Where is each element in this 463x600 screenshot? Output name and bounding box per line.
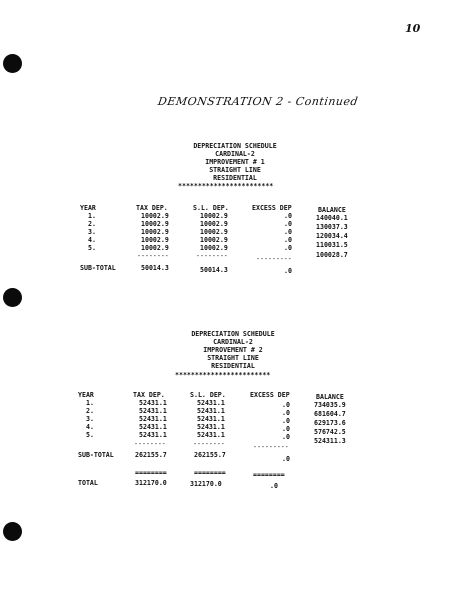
total-excess-dep: .0 <box>270 482 278 490</box>
column-header-excess-dep: EXCESS DEP <box>252 204 292 212</box>
row-excess-dep: .0 <box>284 220 292 228</box>
row-balance: 120034.4 <box>316 232 348 240</box>
handwritten-heading: DEMONSTRATION 2 - Continued <box>157 95 359 108</box>
subtotal-tax-dep: 50014.3 <box>141 264 169 272</box>
row-tax-dep: 52431.1 <box>139 399 167 407</box>
page-number: 10 <box>405 22 421 35</box>
subtotal-excess-dep: .0 <box>284 267 292 275</box>
row-balance: 576742.5 <box>314 428 346 436</box>
schedule-2-property: CARDINAL-2 <box>213 338 253 346</box>
binder-hole-bottom <box>3 522 22 541</box>
row-excess-dep: .0 <box>284 244 292 252</box>
row-tax-dep: 10002.9 <box>141 228 169 236</box>
subtotal-label: SUB-TOTAL <box>80 264 116 272</box>
schedule-2-method: STRAIGHT LINE <box>207 354 259 362</box>
row-tax-dep: 52431.1 <box>139 415 167 423</box>
row-sl-dep: 10002.9 <box>200 220 228 228</box>
schedule-1-class: RESIDENTIAL <box>213 174 257 182</box>
total-rule: ======== <box>135 469 167 477</box>
row-excess-dep: .0 <box>282 409 290 417</box>
divider: -------- <box>193 440 225 448</box>
row-year: 1. <box>86 399 94 407</box>
row-excess-dep: .0 <box>284 212 292 220</box>
row-tax-dep: 10002.9 <box>141 212 169 220</box>
schedule-1-property: CARDINAL-2 <box>215 150 255 158</box>
row-balance: 524311.3 <box>314 437 346 445</box>
divider: -------- <box>196 252 228 260</box>
row-sl-dep: 52431.1 <box>197 415 225 423</box>
divider: -------- <box>137 252 169 260</box>
row-sl-dep: 10002.9 <box>200 236 228 244</box>
subtotal-tax-dep: 262155.7 <box>135 451 167 459</box>
subtotal-label: SUB-TOTAL <box>78 451 114 459</box>
subtotal-sl-dep: 262155.7 <box>194 451 226 459</box>
total-rule: ======== <box>194 469 226 477</box>
total-sl-dep: 312170.0 <box>190 480 222 488</box>
row-sl-dep: 52431.1 <box>197 407 225 415</box>
row-excess-dep: .0 <box>284 236 292 244</box>
row-year: 2. <box>86 407 94 415</box>
column-header-excess-dep: EXCESS DEP <box>250 391 290 399</box>
row-balance: 100028.7 <box>316 251 348 259</box>
row-excess-dep: .0 <box>282 401 290 409</box>
row-balance: 140040.1 <box>316 214 348 222</box>
row-tax-dep: 52431.1 <box>139 423 167 431</box>
row-year: 4. <box>86 423 94 431</box>
row-tax-dep: 10002.9 <box>141 236 169 244</box>
row-year: 3. <box>88 228 96 236</box>
schedule-1-method: STRAIGHT LINE <box>209 166 261 174</box>
schedule-2-class: RESIDENTIAL <box>211 362 255 370</box>
schedule-2-improvement: IMPROVEMENT # 2 <box>203 346 263 354</box>
column-header-balance: BALANCE <box>316 393 344 401</box>
row-sl-dep: 10002.9 <box>200 244 228 252</box>
binder-hole-top <box>3 54 22 73</box>
row-sl-dep: 10002.9 <box>200 212 228 220</box>
divider: --------- <box>256 255 292 263</box>
row-balance: 130037.3 <box>316 223 348 231</box>
row-balance: 734035.9 <box>314 401 346 409</box>
column-header-sl-dep: S.L. DEP. <box>193 204 229 212</box>
schedule-1-stars: ************************ <box>178 182 274 190</box>
row-sl-dep: 52431.1 <box>197 399 225 407</box>
schedule-2-title: DEPRECIATION SCHEDULE <box>191 330 275 338</box>
binder-hole-middle <box>3 288 22 307</box>
total-rule: ======== <box>253 471 285 479</box>
column-header-year: YEAR <box>78 391 94 399</box>
row-tax-dep: 10002.9 <box>141 244 169 252</box>
column-header-sl-dep: S.L. DEP. <box>190 391 226 399</box>
total-label: TOTAL <box>78 479 98 487</box>
row-tax-dep: 52431.1 <box>139 431 167 439</box>
row-year: 4. <box>88 236 96 244</box>
schedule-1-title: DEPRECIATION SCHEDULE <box>193 142 277 150</box>
subtotal-sl-dep: 50014.3 <box>200 266 228 274</box>
row-year: 5. <box>86 431 94 439</box>
row-year: 5. <box>88 244 96 252</box>
row-balance: 629173.6 <box>314 419 346 427</box>
row-sl-dep: 52431.1 <box>197 431 225 439</box>
column-header-balance: BALANCE <box>318 206 346 214</box>
column-header-year: YEAR <box>80 204 96 212</box>
total-tax-dep: 312170.0 <box>135 479 167 487</box>
row-excess-dep: .0 <box>284 228 292 236</box>
row-year: 2. <box>88 220 96 228</box>
row-sl-dep: 10002.9 <box>200 228 228 236</box>
row-tax-dep: 52431.1 <box>139 407 167 415</box>
row-excess-dep: .0 <box>282 425 290 433</box>
divider: --------- <box>253 443 289 451</box>
row-balance: 681604.7 <box>314 410 346 418</box>
schedule-1-improvement: IMPROVEMENT # 1 <box>205 158 265 166</box>
subtotal-excess-dep: .0 <box>282 455 290 463</box>
divider: -------- <box>134 440 166 448</box>
row-excess-dep: .0 <box>282 433 290 441</box>
row-year: 1. <box>88 212 96 220</box>
column-header-tax-dep: TAX DEP. <box>133 391 165 399</box>
row-tax-dep: 10002.9 <box>141 220 169 228</box>
row-year: 3. <box>86 415 94 423</box>
column-header-tax-dep: TAX DEP. <box>136 204 168 212</box>
row-excess-dep: .0 <box>282 417 290 425</box>
row-sl-dep: 52431.1 <box>197 423 225 431</box>
schedule-2-stars: ************************ <box>175 371 271 379</box>
row-balance: 110031.5 <box>316 241 348 249</box>
